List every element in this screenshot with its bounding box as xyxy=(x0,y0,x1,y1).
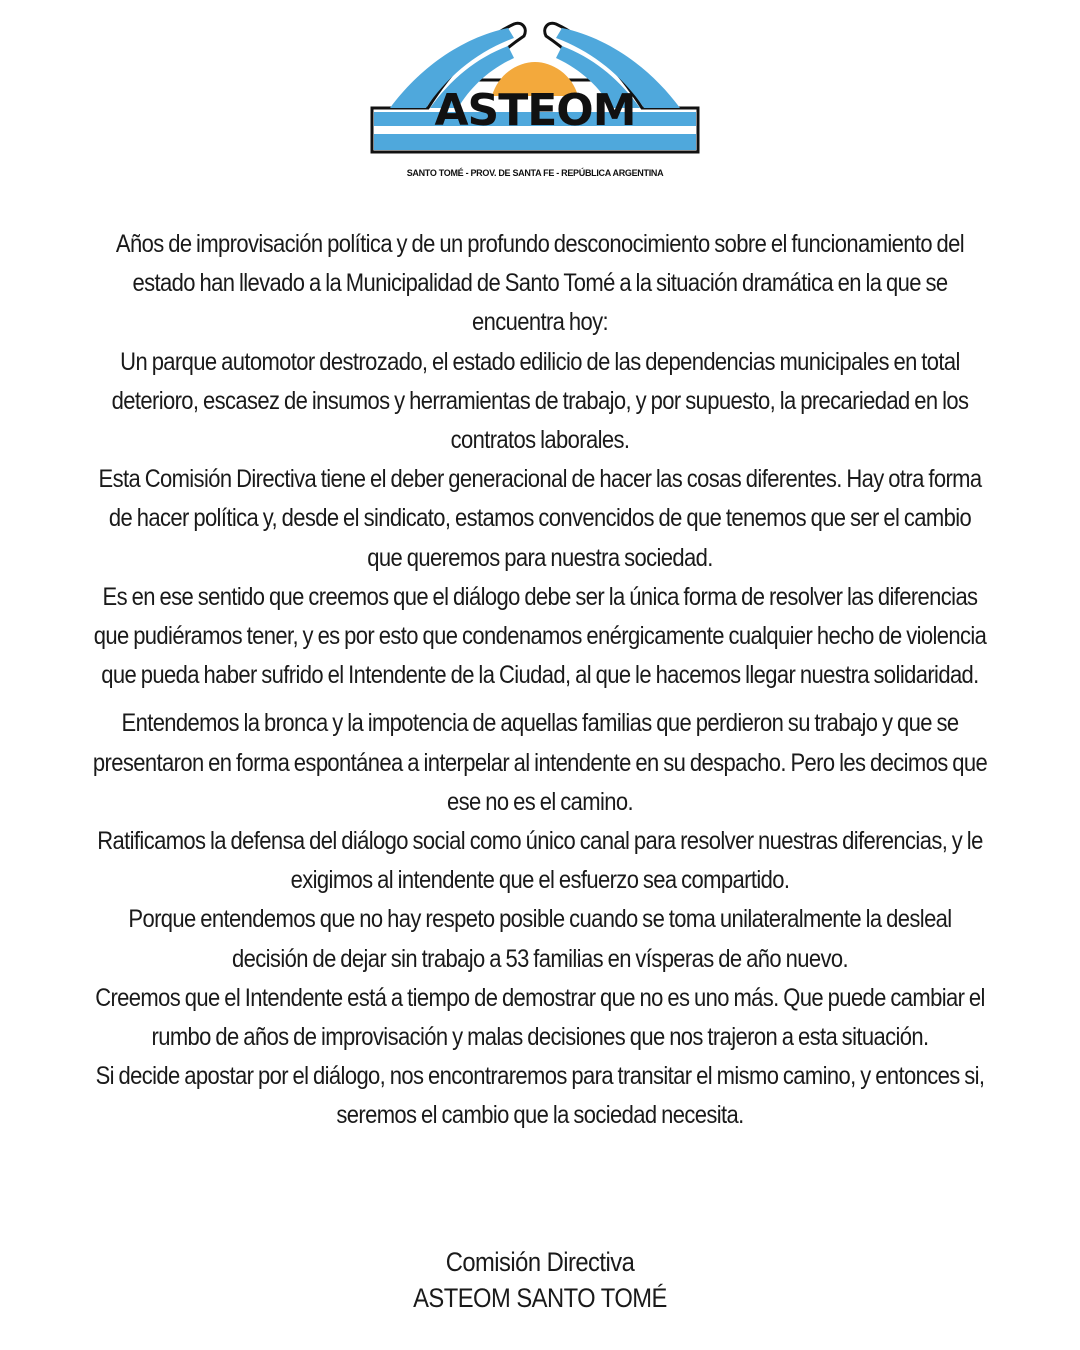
signature-block xyxy=(65,1244,1015,1316)
statement-paragraph: Es en ese sentido que creemos que el diálogo debe ser la única forma de resolver las diferencias que pudiéramos tener, y es por esto que condenamos enérgicamente cualquier hecho de violencia que pueda haber sufrido el Intendente de la Ciudad, al que le hacemos llegar nuestra solidaridad. xyxy=(93,582,987,690)
signature-title: Comisión Directiva xyxy=(445,1247,635,1277)
statement-paragraph: Creemos que el Intendente está a tiempo de demostrar que no es uno más. Que puede cambiar el rumbo de años de improvisación y malas decisiones que nos trajeron a esta situación. xyxy=(95,983,985,1052)
asteom-logo xyxy=(368,18,702,184)
logo-wordmark: ASTEOM xyxy=(434,85,636,136)
statement-body xyxy=(91,225,989,1136)
statement-paragraph: Si decide apostar por el diálogo, nos encontraremos para transitar el mismo camino, y entonces si, seremos el cambio que la sociedad necesita. xyxy=(95,1062,985,1130)
statement-paragraph: Entendemos la bronca y la impotencia de aquellas familias que perdieron su trabajo y que se presentaron en forma espontánea a interpelar al intendente en su despacho. Pero les decimos que ese no es el camino. xyxy=(92,709,988,816)
statement-paragraph: Un parque automotor destrozado, el estado edilicio de las dependencias municipales en total deterioro, escasez de insumos y herramientas de trabajo, y por supuesto, la precariedad en los contratos laborales. xyxy=(111,347,969,455)
signature-organization: ASTEOM SANTO TOMÉ xyxy=(413,1283,667,1313)
statement-paragraph: Porque entendemos que no hay respeto posible cuando se toma unilateralmente la desleal decisión de dejar sin trabajo a 53 familias en vísperas de año nuevo. xyxy=(128,905,952,973)
statement-paragraph: Años de improvisación política y de un profundo desconocimiento sobre el funcionamiento del estado han llevado a la Municipalidad de Santo Tomé a la situación dramática en la que se encuentra hoy: xyxy=(115,230,965,337)
statement-paragraph: Ratificamos la defensa del diálogo social como único canal para resolver nuestras diferencias, y le exigimos al intendente que el esfuerzo sea compartido. xyxy=(97,827,983,895)
logo-emblem xyxy=(368,18,702,184)
logo-caption: SANTO TOMÉ - PROV. DE SANTA FE - REPÚBLICA ARGENTINA xyxy=(406,168,664,178)
logo-stripe-bottom xyxy=(374,134,696,150)
statement-paragraph: Esta Comisión Directiva tiene el deber generacional de hacer las cosas diferentes. Hay otra forma de hacer política y, desde el sindicato, estamos convencidos de que tenemos que ser el cambio que queremos para nuestra sociedad. xyxy=(98,465,982,572)
